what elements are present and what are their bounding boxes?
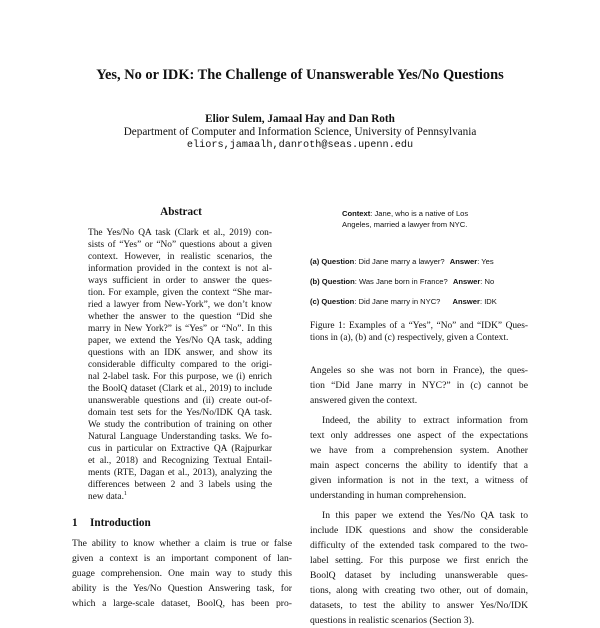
footnote-mark: 1 — [123, 490, 127, 497]
abstract-line-text: tion. For example, given the context “She mar- — [88, 288, 272, 298]
abstract-line-text: nal 2-label task. For this purpose, we (i) enrich — [88, 372, 272, 382]
qa-c-answer: : IDK — [479, 297, 497, 306]
abstract-line — [88, 467, 272, 479]
qa-a-answer: : Yes — [477, 257, 494, 266]
abstract-line-text: new data. — [88, 492, 124, 502]
abstract-line-text: We study the contribution of training on other — [88, 420, 272, 430]
abstract-line — [88, 431, 272, 443]
abstract-heading: Abstract — [160, 206, 202, 218]
paragraph-line: Indeed, the ability to extract information from — [322, 415, 528, 426]
introduction-line: given a context is an important component of lan- — [72, 553, 292, 564]
introduction-line: ability is the Yes/No Question Answering task, for — [72, 583, 292, 594]
paragraph-line: BoolQ dataset by including unanswerable ques- — [310, 570, 528, 581]
paragraph-line: Angeles so she was not born in France), the ques- — [310, 365, 528, 376]
paragraph-line: label setting. For this purpose we first enrich the — [310, 555, 528, 566]
abstract-line-text: paper, we extend the Yes/No QA task, adding — [88, 336, 272, 346]
figure-qa-b — [310, 276, 528, 287]
abstract-line — [88, 371, 272, 383]
qa-b-answer-label: Answer — [452, 277, 481, 286]
abstract-line-text: ments (RTE, Dagan et al., 2013), analyzing the — [88, 468, 272, 478]
paragraph-line: text only addresses one aspect of the expectations — [310, 430, 528, 441]
abstract-line-text: information provided in the context is not al- — [88, 264, 272, 274]
abstract-line-text: cus in particular on Extractive QA (Rajpurkar — [88, 444, 272, 454]
abstract-line-text: ried a lawyer from New-York”, we don’t know — [88, 300, 272, 310]
author-list: Elior Sulem, Jamaal Hay and Dan Roth — [205, 113, 395, 125]
abstract-line — [88, 479, 272, 491]
paragraph-line: include IDK questions and show the considerable — [310, 525, 528, 536]
abstract-line — [88, 491, 272, 503]
abstract-line-text: The Yes/No QA task (Clark et al., 2019) con- — [88, 228, 272, 238]
abstract-line-text: Natural Language Understanding tasks. We fo- — [88, 432, 272, 442]
abstract-line — [88, 311, 272, 323]
introduction-line: which a large-scale dataset, BoolQ, has been pro- — [72, 598, 292, 609]
section-heading-introduction — [72, 516, 292, 530]
abstract-line-text: context. However, in realistic scenarios, the — [88, 252, 272, 262]
abstract-line — [88, 359, 272, 371]
paragraph-line: main aspect concerns the ability to identify that a — [310, 460, 528, 471]
caption-line: tions in (a), (b) and (c) respectively, given a Context. — [310, 333, 509, 343]
abstract-line — [88, 455, 272, 467]
abstract-line-text: whether the answer to the question “Did she — [88, 312, 272, 322]
qa-a-prefix: (a) Question — [310, 257, 355, 266]
abstract-line — [88, 275, 272, 287]
paragraph-line: In this paper we extend the Yes/No QA task to — [322, 510, 528, 521]
qa-c-question: : Did Jane marry in NYC? — [354, 297, 441, 306]
figure-context — [342, 208, 512, 219]
paragraph-line: answered given the context. — [310, 395, 418, 406]
abstract-line-text: ways sufficient in order to answer the ques- — [88, 276, 272, 286]
abstract-line — [88, 395, 272, 407]
abstract-line — [88, 299, 272, 311]
paragraph-line: datasets, to test the ability to answer Yes/No/IDK — [310, 600, 528, 611]
abstract-line — [88, 419, 272, 431]
figure-qa-a — [310, 256, 528, 267]
qa-a-question: : Did Jane marry a lawyer? — [354, 257, 445, 266]
abstract-line-text: marry in New York?” is “Yes” or “No”. In this — [88, 324, 272, 334]
paper-title: Yes, No or IDK: The Challenge of Unanswerable Yes/No Questions — [96, 67, 504, 83]
qa-b-answer: : No — [480, 277, 495, 286]
abstract-line-text: domain test sets for the Yes/No/IDK QA task. — [88, 408, 272, 418]
figure-context-line-2 — [342, 219, 512, 230]
paragraph-line: difficulty of the extended task compared to the two- — [310, 540, 528, 551]
introduction-line: guage comprehension. One main way to study this — [72, 568, 292, 579]
introduction-line: The ability to know whether a claim is true or false — [72, 538, 292, 549]
abstract-body — [88, 227, 272, 503]
abstract-line-text: questions with an IDK answer, and show its — [88, 348, 272, 358]
abstract-line-text: unanswerable questions and (ii) create out-of- — [88, 396, 272, 406]
abstract-line — [88, 383, 272, 395]
qa-a-answer-label: Answer — [449, 257, 478, 266]
abstract-line — [88, 239, 272, 251]
paragraph — [310, 508, 528, 628]
context-text-line-1: : Jane, who is a native of Los — [370, 209, 469, 218]
paragraph-line: tion “Did Jane marry in NYC?” in (c) cannot be — [310, 380, 528, 391]
context-label: Context — [342, 209, 371, 218]
abstract-line-text: considerable difficulty compared to the origi- — [88, 360, 272, 370]
abstract-line-text: et al., 2018) and Recognizing Textual Entail- — [88, 456, 272, 466]
context-text-line-2: Angeles, married a lawyer from NYC. — [342, 220, 468, 229]
paragraph — [310, 363, 528, 408]
section-number: 1 — [72, 517, 78, 529]
abstract-line — [88, 407, 272, 419]
abstract-line — [88, 347, 272, 359]
paragraph-line: questions in realistic scenarios (Section 3). — [310, 615, 475, 626]
abstract-line — [88, 251, 272, 263]
qa-c-answer-label: Answer — [452, 297, 480, 306]
figure-qa-c — [310, 296, 528, 307]
qa-b-prefix: (b) Question — [310, 277, 355, 286]
section-title: Introduction — [90, 517, 151, 529]
paragraph-line: we have from a comprehension system. Another — [310, 445, 528, 456]
paragraph-line: tions, along with creating two other, out of domain, — [310, 585, 528, 596]
abstract-line — [88, 323, 272, 335]
right-column-body — [310, 363, 528, 628]
abstract-line — [88, 335, 272, 347]
abstract-line-text: sists of “Yes” or “No” questions about a given — [88, 240, 272, 250]
paragraph-line: given information is not in the text, a witness of — [310, 475, 528, 486]
abstract-line — [88, 263, 272, 275]
paragraph — [310, 413, 528, 503]
abstract-line — [88, 443, 272, 455]
abstract-line — [88, 287, 272, 299]
qa-c-prefix: (c) Question — [310, 297, 355, 306]
caption-line: Figure 1: Examples of a “Yes”, “No” and “IDK” Ques- — [310, 321, 528, 331]
paragraph-line: understanding in human comprehension. — [310, 490, 467, 501]
qa-b-question: : Was Jane born in France? — [354, 277, 448, 286]
abstract-line — [88, 227, 272, 239]
abstract-line-text: differences between 2 and 3 labels using the — [88, 480, 272, 490]
abstract-line-text: the BoolQ dataset (Clark et al., 2019) to include — [88, 384, 272, 394]
author-emails: eliors,jamaalh,danroth@seas.upenn.edu — [186, 140, 414, 151]
figure-caption — [310, 320, 528, 344]
affiliation: Department of Computer and Information Science, University of Pennsylvania — [123, 126, 477, 138]
